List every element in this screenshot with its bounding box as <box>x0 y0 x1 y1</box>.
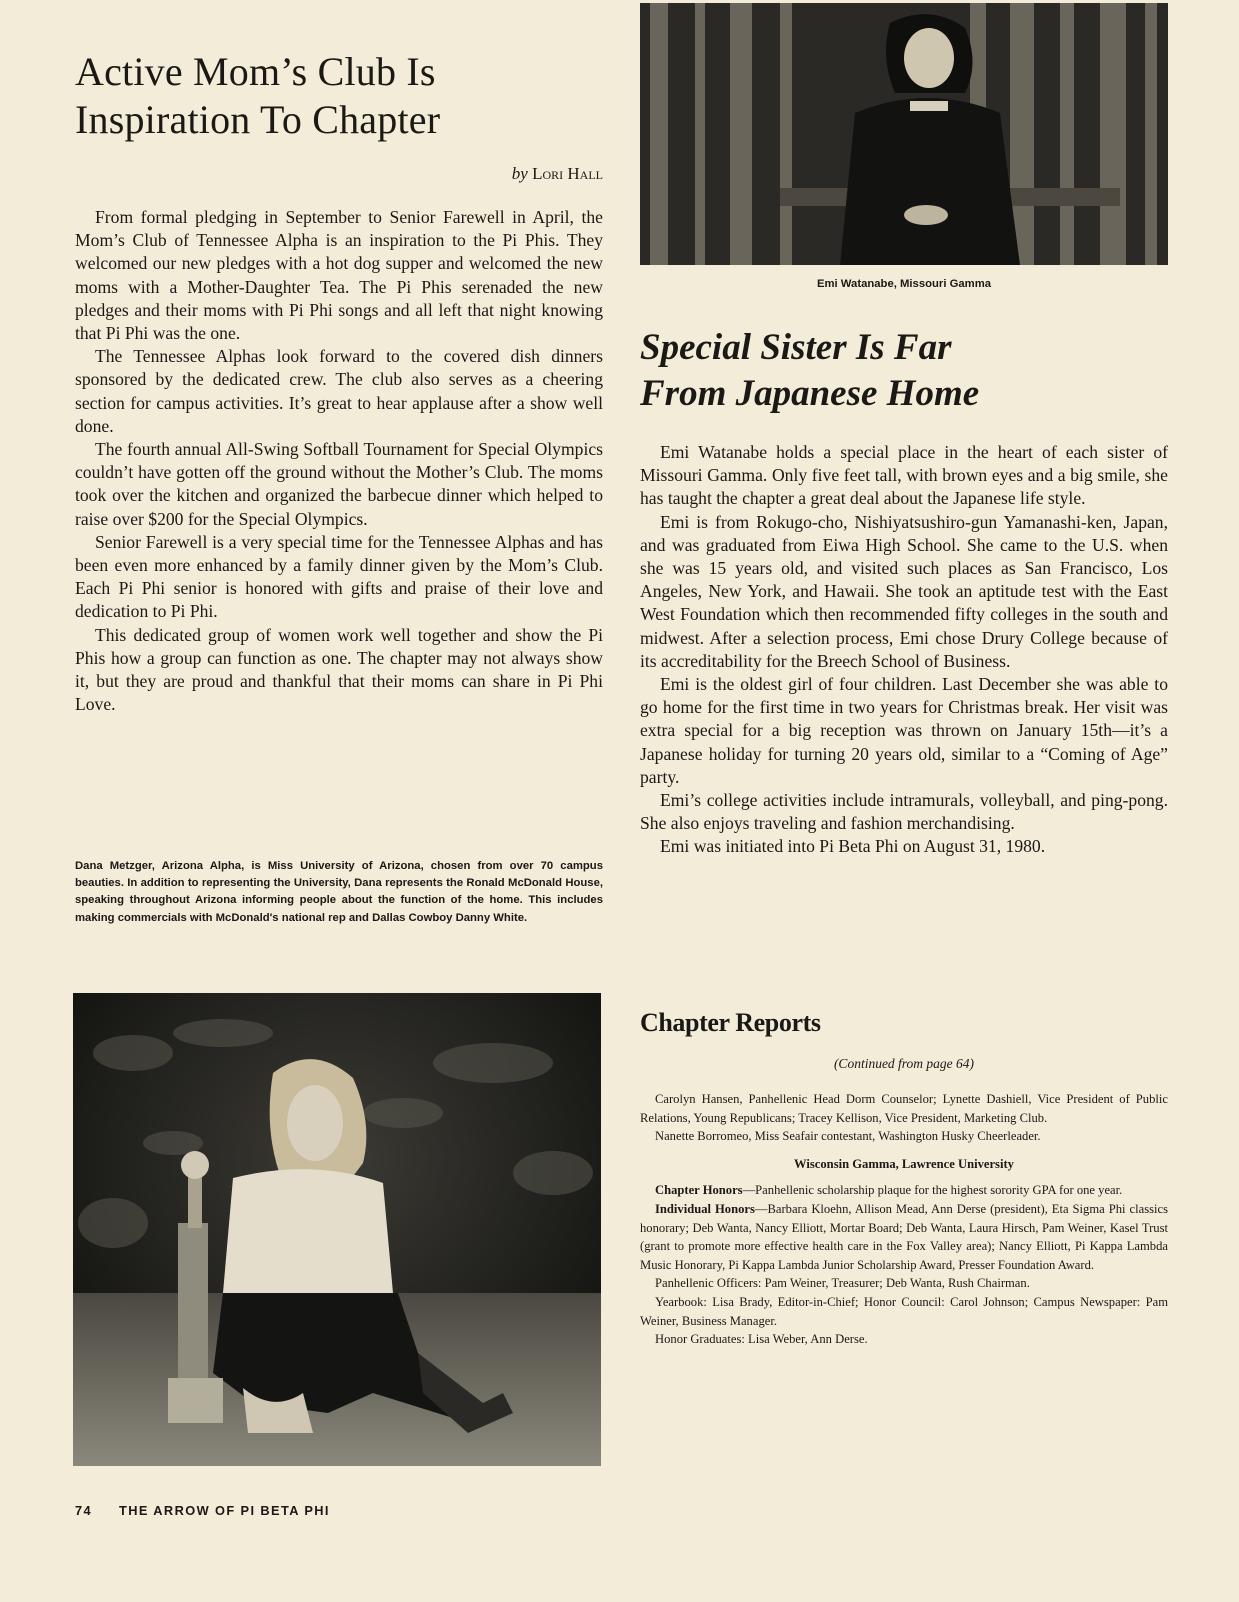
paragraph: This dedicated group of women work well together and show the Pi Phis how a group can function as one. The chapter may not always show it, but they are proud and thankful that their moms can share in Pi Phi Love. <box>75 624 603 715</box>
paragraph: Emi’s college activities include intramurals, volleyball, and ping-pong. She also enjoys traveling and fashion merchandising. <box>640 790 1168 834</box>
report-paragraph: Nanette Borromeo, Miss Seafair contestant, Washington Husky Cheerleader. <box>655 1129 1041 1144</box>
page-footer <box>75 1503 330 1518</box>
dana-photo-caption: Dana Metzger, Arizona Alpha, is Miss University of Arizona, chosen from over 70 campus beauties. In addition to representing the University, Dana represents the Ronald McDonald House, speaking throughout Arizona informing people about the function of the home. This includes making commercials with McDonald's national rep and Dallas Cowboy Danny White. <box>75 860 603 924</box>
dana-metzger-photo <box>73 993 601 1466</box>
paragraph: Emi was initiated into Pi Beta Phi on August 31, 1980. <box>660 836 1046 857</box>
reports-body <box>640 1090 1168 1349</box>
report-paragraph: Honor Graduates: Lisa Weber, Ann Derse. <box>655 1332 868 1347</box>
photo-illustration <box>73 993 601 1466</box>
article-body <box>75 206 603 716</box>
special-sister-article <box>640 325 1168 859</box>
author-name: Lori Hall <box>532 164 603 183</box>
paragraph: The fourth annual All-Swing Softball Tournament for Special Olympics couldn’t have gotten off the ground without the Mother’s Club. The moms took over the kitchen and organized the barbecue dinner which helped to raise over $200 for the Special Olympics. <box>75 439 603 529</box>
emi-watanabe-photo <box>640 3 1168 265</box>
moms-club-article <box>75 48 603 716</box>
page-number: 74 <box>75 1503 93 1518</box>
report-paragraph: Yearbook: Lisa Brady, Editor-in-Chief; Honor Council: Carol Johnson; Campus Newspaper: Pam Weiner, Business Manager. <box>640 1294 1168 1328</box>
article-body <box>640 441 1168 859</box>
paragraph: Senior Farewell is a very special time for the Tennessee Alphas and has been even more enhanced by a family dinner given by the Mom’s Club. Each Pi Phi senior is honored with gifts and praise of their love and dedication to Pi Phi. <box>75 531 603 622</box>
report-paragraph: Individual Honors—Barbara Kloehn, Allison Mead, Ann Derse (president), Eta Sigma Phi classics honorary; Deb Wanta, Nancy Elliott, Mortar Board; Deb Wanta, Laura Hirsch, Pam Weiner, Kasel Trust (grant to promote more effective health care in the Fox Valley area); Nancy Elliott, Pi Kappa Lambda Music Honorary, Pi Kappa Lambda Junior Scholarship Award, Presser Foundation Award. <box>640 1201 1168 1272</box>
emi-photo-caption: Emi Watanabe, Missouri Gamma <box>816 278 992 290</box>
publication-name: THE ARROW OF PI BETA PHI <box>119 1503 330 1518</box>
article-title: Special Sister Is Far From Japanese Home <box>640 327 980 414</box>
photo-illustration <box>640 3 1168 265</box>
report-paragraph: Carolyn Hansen, Panhellenic Head Dorm Counselor; Lynette Dashiell, Vice President of Public Relations, Young Republicans; Tracey Kellison, Vice President, Marketing Club. <box>640 1092 1168 1125</box>
article-title: Active Mom’s Club Is Inspiration To Chapter <box>75 49 441 142</box>
chapter-subheading: Wisconsin Gamma, Lawrence University <box>794 1156 1014 1171</box>
paragraph: Emi Watanabe holds a special place in the heart of each sister of Missouri Gamma. Only five feet tall, with brown eyes and a big smile, she has taught the chapter a great deal about the Japanese life style. <box>640 442 1168 509</box>
section-title: Chapter Reports <box>640 1008 821 1037</box>
paragraph: The Tennessee Alphas look forward to the covered dish dinners sponsored by the dedicated crew. The club also serves as a cheering section for campus activities. It’s great to hear applause after a show well done. <box>75 346 603 436</box>
paragraph: From formal pledging in September to Senior Farewell in April, the Mom’s Club of Tennessee Alpha is an inspiration to the Pi Phis. They welcomed our new pledges with a hot dog supper and welcomed the new moms with a Mother-Daughter Tea. The Pi Phis serenaded the new pledges and their moms with Pi Phi songs and all left that night knowing that Pi Phi was the one. <box>75 207 603 344</box>
report-paragraph: Panhellenic Officers: Pam Weiner, Treasurer; Deb Wanta, Rush Chairman. <box>655 1276 1030 1291</box>
paragraph: Emi is from Rokugo-cho, Nishiyatsushiro-gun Yamanashi-ken, Japan, and was graduated from Eiwa High School. She came to the U.S. when she was 15 years old, and visited such places as San Francisco, Los Angeles, New York, and Hawaii. She took an aptitude test with the East West Foundation which then recommended fifty colleges in the south and midwest. After a selection process, Emi chose Drury College because of its accreditability for the Breech School of Business. <box>640 511 1168 671</box>
byline: by Lori Hall <box>511 164 603 183</box>
paragraph: Emi is the oldest girl of four children. Last December she was able to go home for the first time in two years for Christmas break. Her visit was extra special for a big reception was thrown on January 15th—it’s a Japanese holiday for turning 20 years old, similar to a “Coming of Age” party. <box>640 674 1168 787</box>
chapter-reports-section <box>640 1008 1168 1349</box>
report-paragraph: Chapter Honors—Panhellenic scholarship plaque for the highest sorority GPA for one year. <box>655 1183 1123 1198</box>
continued-note: (Continued from page 64) <box>833 1056 975 1071</box>
